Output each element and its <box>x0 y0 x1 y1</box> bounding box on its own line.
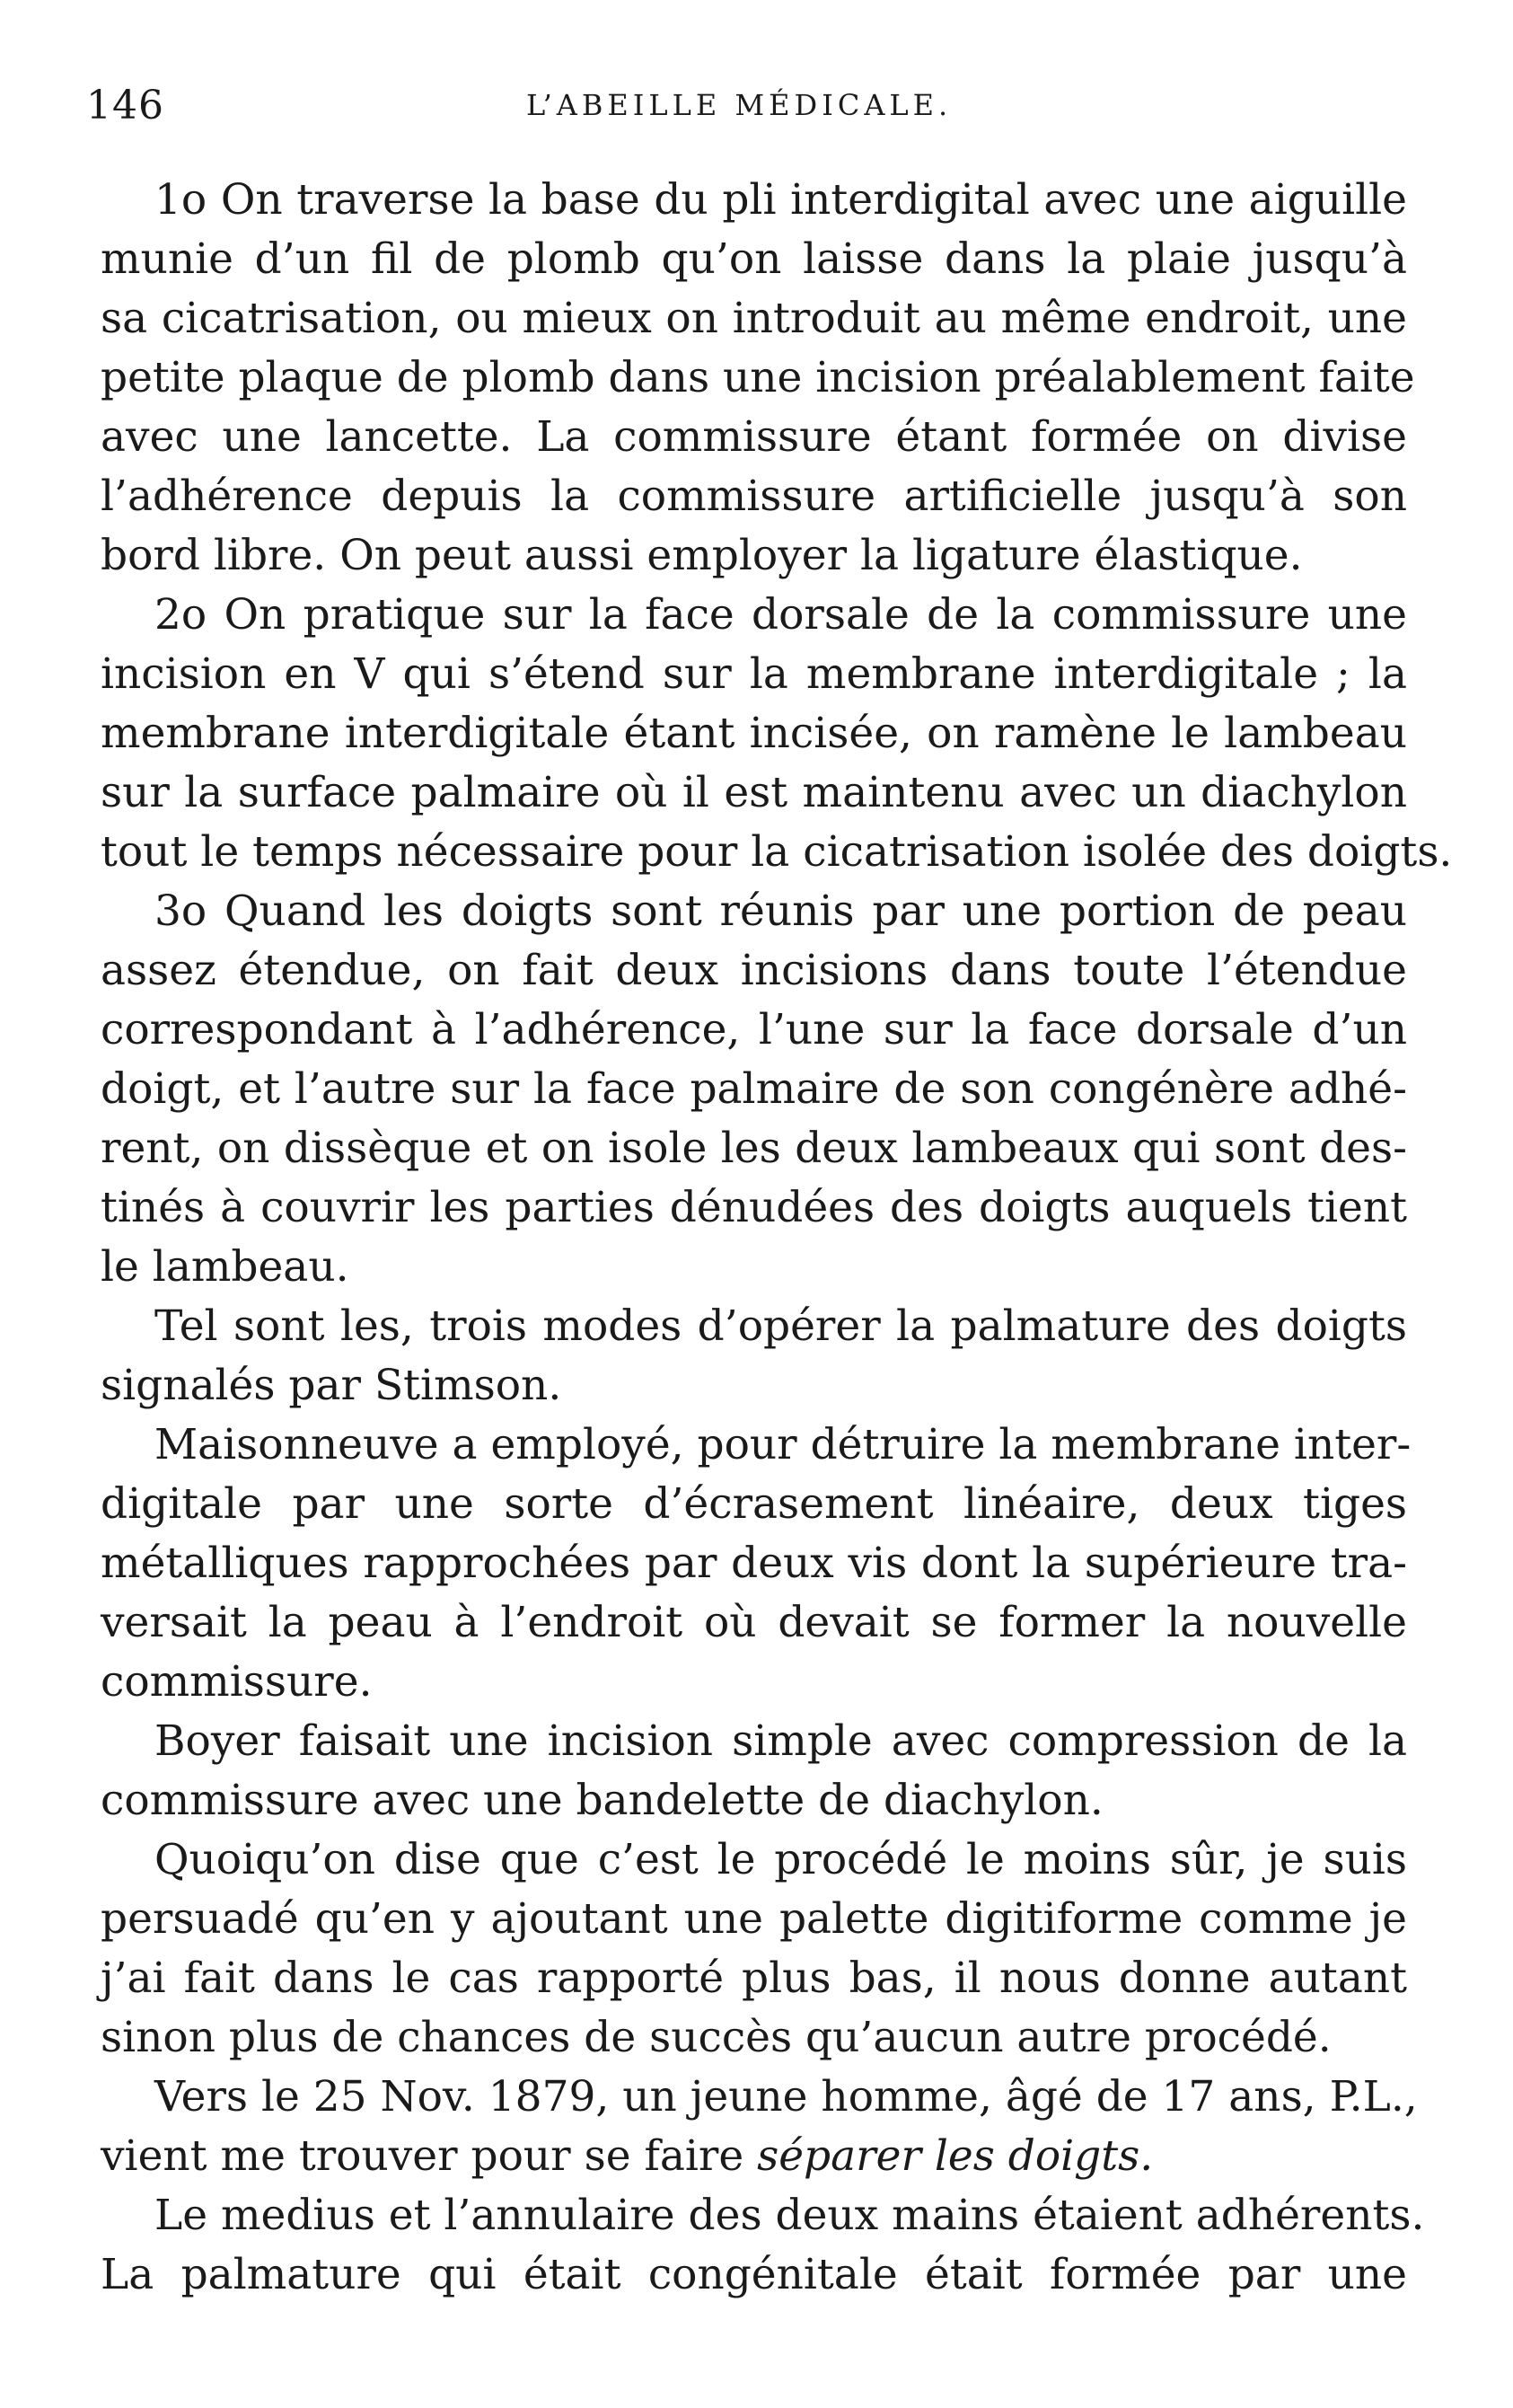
text-line <box>101 1119 1407 1178</box>
text-line-content: Tel sont les, trois modes d’opérer la palmature des doigts <box>154 1301 1407 1351</box>
text-line-content: bord libre. On peut aussi employer la ligature élastique. <box>101 531 1303 580</box>
text-line-content: Quoiqu’on dise que c’est le procédé le moins sûr, je suis <box>154 1835 1407 1884</box>
text-line <box>101 1890 1407 1949</box>
text-line-content: Vers le 25 Nov. 1879, un jeune homme, âgé de 17 ans, P.L., <box>154 2072 1418 2121</box>
text-line-content: petite plaque de plomb dans une incision préalablement faite <box>101 353 1415 402</box>
text-line <box>101 645 1407 704</box>
text-line <box>101 2127 1407 2186</box>
text-line-content: sur la surface palmaire où il est maintenu avec un diachylon <box>101 768 1407 817</box>
text-line <box>101 467 1407 526</box>
text-line-content: 1o On traverse la base du pli interdigital avec une aiguille <box>154 175 1407 225</box>
text-line-content: Le medius et l’annulaire des deux mains étaient adhérents. <box>154 2191 1425 2240</box>
text-line <box>101 2068 1418 2127</box>
text-line-content: 2o On pratique sur la face dorsale de la commissure une <box>154 590 1407 639</box>
text-line <box>101 1593 1407 1653</box>
text-line <box>101 2008 1407 2068</box>
text-line-content: doigt, et l’autre sur la face palmaire de son congénère adhé- <box>101 1064 1407 1114</box>
text-line <box>101 1653 1407 1712</box>
text-line-content: Boyer faisait une incision simple avec compression de la <box>154 1716 1407 1766</box>
text-line-content: digitale par une sorte d’écrasement linéaire, deux tiges <box>101 1479 1407 1529</box>
text-line <box>101 1534 1407 1593</box>
text-line <box>101 704 1407 763</box>
text-line-content: sinon plus de chances de succès qu’aucun autre procédé. <box>101 2013 1332 2062</box>
text-line-content: sa cicatrisation, ou mieux on introduit au même endroit, une <box>101 294 1407 343</box>
text-line <box>101 1238 1407 1297</box>
text-line <box>101 348 1415 408</box>
running-title: L’ABEILLE MÉDICALE. <box>526 88 953 122</box>
text-line <box>101 1297 1407 1356</box>
text-line <box>101 408 1407 467</box>
text-line-content: signalés par Stimson. <box>101 1361 562 1410</box>
text-line <box>101 941 1407 1001</box>
text-line-content: persuadé qu’en y ajoutant une palette digitiforme comme je <box>101 1894 1407 1944</box>
text-line-content: j’ai fait dans le cas rapporté plus bas, il nous donne autant <box>101 1954 1407 2003</box>
text-line-content: tinés à couvrir les parties dénudées des doigts auquels tient <box>101 1183 1407 1232</box>
page-number: 146 <box>86 83 164 128</box>
text-line <box>101 763 1407 823</box>
text-line-content: tout le temps nécessaire pour la cicatrisation isolée des doigts. <box>101 827 1453 877</box>
text-line-content: avec une lancette. La commissure étant formée on divise <box>101 412 1407 462</box>
text-line <box>101 2245 1407 2305</box>
text-line <box>101 586 1407 645</box>
text-line <box>101 1178 1407 1238</box>
text-line-content: membrane interdigitale étant incisée, on ramène le lambeau <box>101 709 1407 758</box>
text-line <box>101 1060 1407 1119</box>
text-line <box>101 1771 1407 1830</box>
text-line-content: le lambeau. <box>101 1242 349 1292</box>
text-line <box>101 1949 1407 2008</box>
text-line <box>101 526 1407 586</box>
text-line-content: métalliques rapprochées par deux vis dont la supérieure tra- <box>101 1539 1407 1588</box>
text-line-content: La palmature qui était congénitale était formée par une <box>101 2250 1407 2299</box>
page-header <box>86 83 1433 137</box>
text-line-content: assez étendue, on fait deux incisions dans toute l’étendue <box>101 946 1407 995</box>
text-line <box>101 1001 1407 1060</box>
text-line-content: rent, on dissèque et on isole les deux lambeaux qui sont des- <box>101 1124 1407 1173</box>
text-line-content: commissure. <box>101 1657 373 1707</box>
text-line <box>101 289 1407 348</box>
text-line <box>101 1712 1407 1771</box>
text-line-content: l’adhérence depuis la commissure artificielle jusqu’à son <box>101 472 1407 521</box>
text-line <box>101 171 1407 230</box>
body-text <box>101 171 1453 2305</box>
italic-phrase: séparer les doigts. <box>757 2131 1154 2181</box>
text-line-content: vient me trouver pour se faire <box>101 2131 758 2181</box>
text-line-content: versait la peau à l’endroit où devait se former la nouvelle <box>101 1598 1407 1647</box>
text-line-content: munie d’un fil de plomb qu’on laisse dans la plaie jusqu’à <box>101 234 1407 284</box>
text-line <box>101 1416 1412 1475</box>
text-line <box>101 1356 1407 1416</box>
text-line-content: commissure avec une bandelette de diachylon. <box>101 1776 1104 1825</box>
text-line <box>101 823 1453 882</box>
text-line <box>101 230 1407 289</box>
text-line <box>101 882 1407 941</box>
text-line-content: Maisonneuve a employé, pour détruire la membrane inter- <box>154 1420 1412 1469</box>
text-line-content: incision en V qui s’étend sur la membrane interdigitale ; la <box>101 649 1407 699</box>
text-line-content: 3o Quand les doigts sont réunis par une portion de peau <box>154 886 1407 936</box>
text-line <box>101 2186 1425 2245</box>
text-line <box>101 1475 1407 1534</box>
text-line-content: correspondant à l’adhérence, l’une sur la face dorsale d’un <box>101 1005 1407 1054</box>
text-line <box>101 1830 1407 1890</box>
